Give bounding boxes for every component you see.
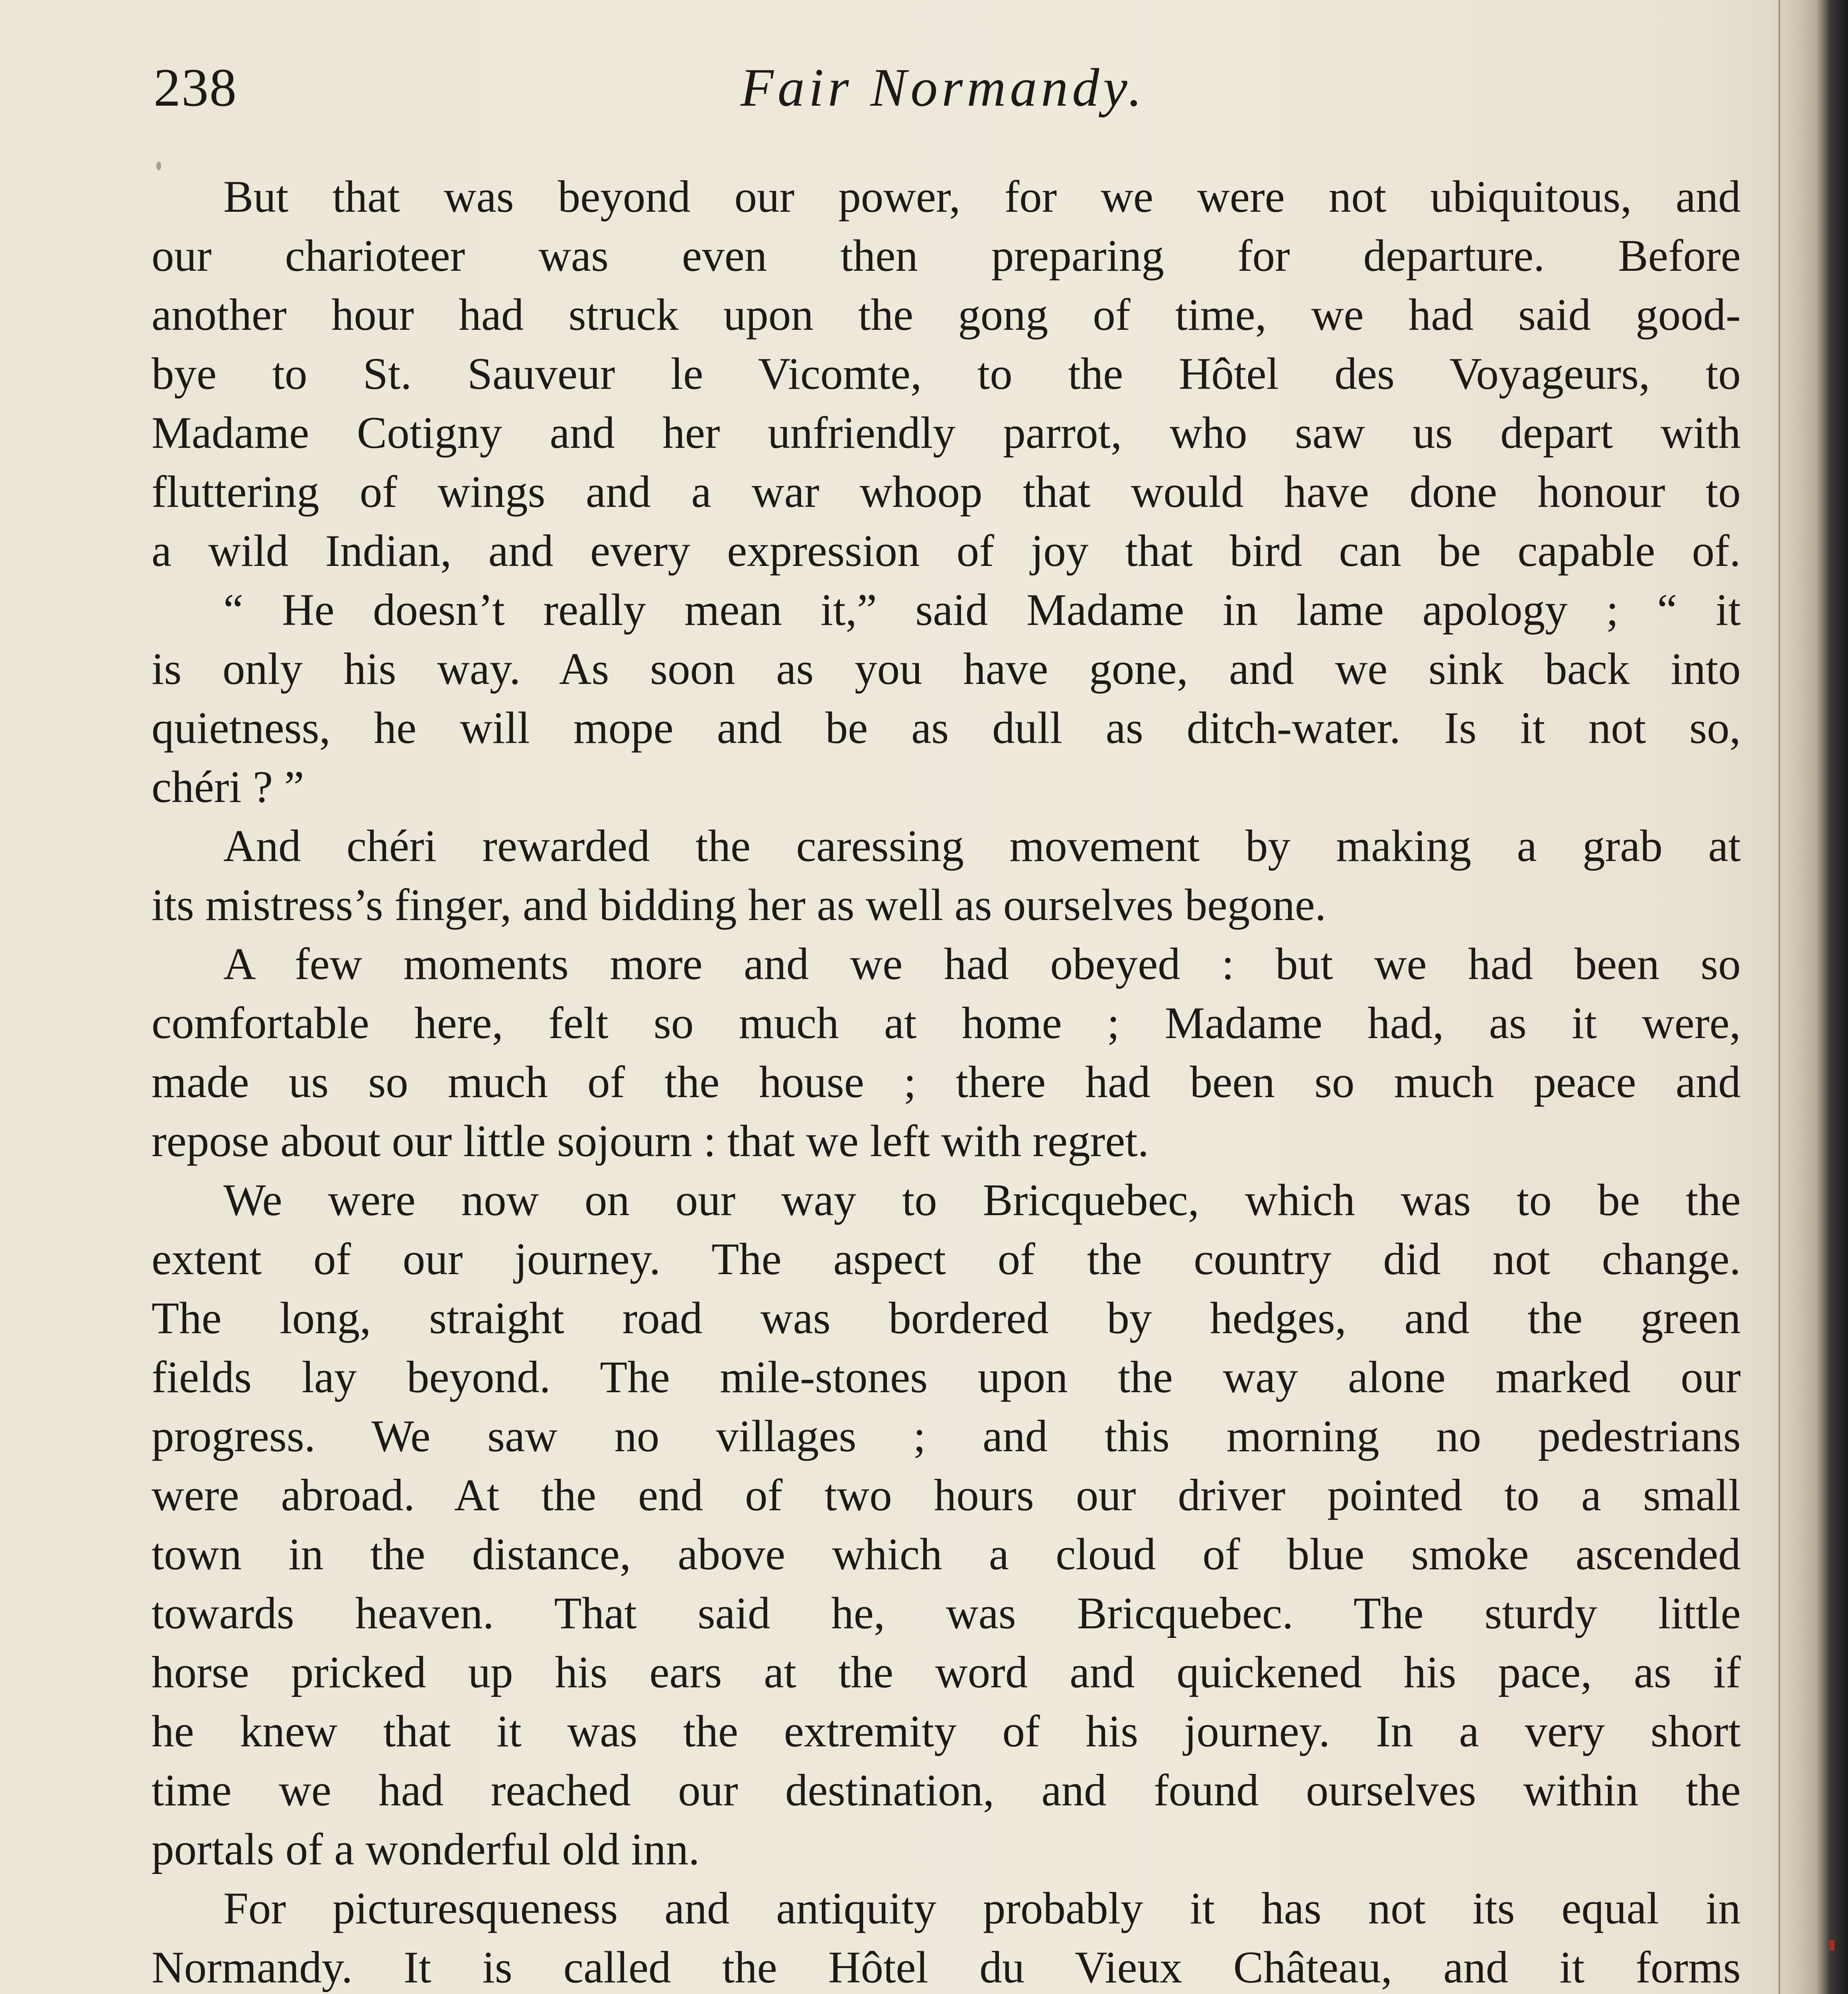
- text-line: were abroad. At the end of two hours our driver pointed to a small: [152, 1470, 1741, 1520]
- text-line: chéri ? ”: [152, 762, 304, 812]
- text-line: a wild Indian, and every expression of joy that bird can be capable of.: [152, 526, 1741, 576]
- text-line: We were now on our way to Bricquebec, which was to be the: [223, 1175, 1741, 1225]
- text-line: Madame Cotigny and her unfriendly parrot, who saw us depart with: [152, 408, 1741, 458]
- gutter-edge-line: [1779, 0, 1780, 1994]
- text-line: bye to St. Sauveur le Vicomte, to the Hôtel des Voyageurs, to: [152, 349, 1741, 399]
- text-line: quietness, he will mope and be as dull as ditch-water. Is it not so,: [152, 703, 1741, 753]
- red-ink-mark: [1830, 1940, 1834, 1951]
- text-line: But that was beyond our power, for we were not ubiquitous, and: [223, 172, 1741, 222]
- text-line: fluttering of wings and a war whoop that would have done honour to: [152, 467, 1741, 517]
- text-line: portals of a wonderful old inn.: [152, 1825, 700, 1874]
- text-line: progress. We saw no villages ; and this morning no pedestrians: [152, 1411, 1741, 1461]
- page-header: [154, 48, 1733, 136]
- text-line: is only his way. As soon as you have gone, and we sink back into: [152, 644, 1741, 694]
- page-gutter-shadow: [1768, 0, 1848, 1994]
- text-line: “ He doesn’t really mean it,” said Madame in lame apology ; “ it: [223, 585, 1741, 635]
- text-line: extent of our journey. The aspect of the country did not change.: [152, 1234, 1741, 1284]
- text-line: comfortable here, felt so much at home ; Madame had, as it were,: [152, 998, 1741, 1048]
- text-line: time we had reached our destination, and found ourselves within the: [152, 1765, 1741, 1815]
- text-line: Normandy. It is called the Hôtel du Vieux Château, and it forms: [152, 1943, 1741, 1992]
- text-line: he knew that it was the extremity of his journey. In a very short: [152, 1706, 1741, 1756]
- text-line: horse pricked up his ears at the word and quickened his pace, as if: [152, 1647, 1741, 1697]
- running-title: Fair Normandy.: [740, 58, 1146, 118]
- text-line: fields lay beyond. The mile-stones upon the way alone marked our: [152, 1352, 1741, 1402]
- text-line: And chéri rewarded the caressing movement by making a grab at: [223, 821, 1741, 871]
- text-line: its mistress’s finger, and bidding her as well as ourselves begone.: [152, 880, 1326, 930]
- text-line: For picturesqueness and antiquity probably it has not its equal in: [223, 1884, 1741, 1933]
- page-number: 238: [154, 58, 237, 118]
- text-line: The long, straight road was bordered by hedges, and the green: [152, 1293, 1741, 1343]
- text-line: made us so much of the house ; there had been so much peace and: [152, 1057, 1741, 1107]
- text-line: towards heaven. That said he, was Bricquebec. The sturdy little: [152, 1588, 1741, 1638]
- text-line: repose about our little sojourn : that we left with regret.: [152, 1116, 1149, 1166]
- text-line: A few moments more and we had obeyed : but we had been so: [223, 939, 1741, 989]
- text-line: another hour had struck upon the gong of time, we had said good-: [152, 290, 1741, 340]
- body-text: [152, 167, 1741, 1994]
- text-line: our charioteer was even then preparing for departure. Before: [152, 231, 1741, 281]
- text-line: town in the distance, above which a cloud of blue smoke ascended: [152, 1529, 1741, 1579]
